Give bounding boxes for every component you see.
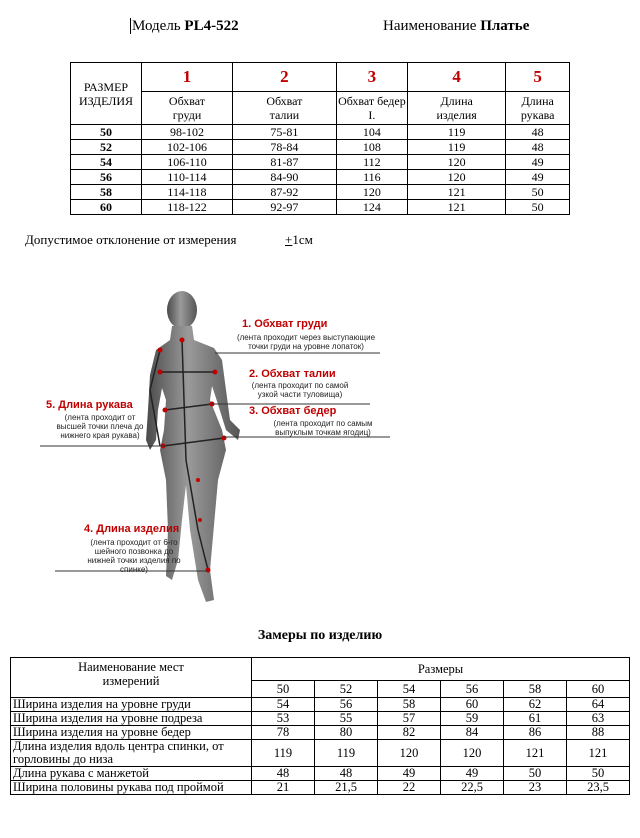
param-name: Обхват груди (142, 92, 233, 125)
param-number: 3 (336, 63, 407, 92)
measurement-row (11, 698, 630, 712)
value-cell: 50 (506, 200, 570, 215)
measurement-value: 49 (378, 767, 441, 781)
model-label: Модель (132, 18, 181, 34)
model-line (130, 18, 239, 35)
value-cell: 106-110 (142, 155, 233, 170)
measurement-value: 80 (315, 726, 378, 740)
size-row (71, 185, 570, 200)
annotation-waist-title: 2. Обхват талии (249, 368, 336, 380)
value-cell: 49 (506, 170, 570, 185)
measurement-value: 49 (441, 767, 504, 781)
value-cell: 81-87 (232, 155, 336, 170)
measurement-value: 50 (567, 767, 630, 781)
measurement-value: 23,5 (567, 781, 630, 795)
value-cell: 120 (336, 185, 407, 200)
size-row (71, 170, 570, 185)
measurement-label: Длина изделия вдоль центра спинки, от горловины до низа (11, 740, 252, 767)
measurement-value: 48 (315, 767, 378, 781)
name-label: Наименование (383, 18, 477, 34)
measurement-value: 78 (252, 726, 315, 740)
annotation-chest-note: (лента проходит через выступающие точки груди на уровне лопаток) (236, 333, 376, 351)
value-cell: 48 (506, 140, 570, 155)
measurement-value: 22,5 (441, 781, 504, 795)
value-cell: 121 (408, 200, 506, 215)
value-cell: 87-92 (232, 185, 336, 200)
measurement-value: 121 (504, 740, 567, 767)
value-cell: 116 (336, 170, 407, 185)
measurement-value: 59 (441, 712, 504, 726)
value-cell: 50 (506, 185, 570, 200)
size-cell: 50 (71, 125, 142, 140)
value-cell: 120 (408, 155, 506, 170)
tolerance-amount: 1см (292, 232, 313, 247)
measurements-title: Замеры по изделию (257, 628, 383, 643)
param-name: Обхват бедер I. (336, 92, 407, 125)
measurement-value: 82 (378, 726, 441, 740)
size-corner-label: РАЗМЕР ИЗДЕЛИЯ (71, 63, 142, 125)
annotation-length-title: 4. Длина изделия (84, 523, 180, 535)
value-cell: 121 (408, 185, 506, 200)
annotation-sleeve-title: 5. Длина рукава (46, 399, 133, 411)
annotation-waist-note: (лента проходит по самой узкой части туловища) (251, 381, 349, 399)
size-column-header: 60 (567, 681, 630, 698)
measurement-value: 54 (252, 698, 315, 712)
value-cell: 119 (408, 140, 506, 155)
value-cell: 102-106 (142, 140, 233, 155)
measurement-row (11, 740, 630, 767)
param-number: 5 (506, 63, 570, 92)
measurement-row (11, 726, 630, 740)
measurement-value: 62 (504, 698, 567, 712)
annotation-hips-title: 3. Обхват бедер (249, 405, 337, 417)
measurement-value: 120 (441, 740, 504, 767)
value-cell: 48 (506, 125, 570, 140)
size-row (71, 200, 570, 215)
measurement-value: 119 (252, 740, 315, 767)
measurement-value: 53 (252, 712, 315, 726)
value-cell: 119 (408, 125, 506, 140)
measurement-value: 56 (315, 698, 378, 712)
size-column-header: 58 (504, 681, 567, 698)
measurement-value: 61 (504, 712, 567, 726)
param-number: 2 (232, 63, 336, 92)
measurement-value: 84 (441, 726, 504, 740)
size-table (70, 62, 570, 215)
size-cell: 54 (71, 155, 142, 170)
measurement-value: 21,5 (315, 781, 378, 795)
size-column-header: 54 (378, 681, 441, 698)
name-value: Платье (480, 18, 530, 34)
size-cell: 52 (71, 140, 142, 155)
annotation-length-note: (лента проходит от 6-го шейного позвонка до нижней точки изделия по спинке) (87, 538, 181, 574)
measurement-value: 119 (315, 740, 378, 767)
size-column-header: 52 (315, 681, 378, 698)
measurements-col-header-text: Наименование мест измерений (78, 660, 184, 688)
value-cell: 104 (336, 125, 407, 140)
param-name: Обхват талии (232, 92, 336, 125)
tolerance-label: Допустимое отклонение от измерения (25, 232, 237, 247)
size-row (71, 125, 570, 140)
value-cell: 98-102 (142, 125, 233, 140)
annotation-sleeve-note: (лента проходит от высшей точки плеча до нижнего края рукава) (56, 413, 144, 440)
size-row (71, 155, 570, 170)
value-cell: 49 (506, 155, 570, 170)
measurement-value: 58 (378, 698, 441, 712)
measurement-value: 48 (252, 767, 315, 781)
measurement-row (11, 781, 630, 795)
value-cell: 110-114 (142, 170, 233, 185)
measurement-row (11, 767, 630, 781)
measurement-value: 64 (567, 698, 630, 712)
measurement-value: 57 (378, 712, 441, 726)
value-cell: 78-84 (232, 140, 336, 155)
size-row (71, 140, 570, 155)
measurement-value: 55 (315, 712, 378, 726)
measurement-label: Ширина изделия на уровне подреза (11, 712, 252, 726)
measurements-col-header (11, 658, 252, 698)
param-number: 1 (142, 63, 233, 92)
measurement-label: Ширина изделия на уровне бедер (11, 726, 252, 740)
measurement-value: 21 (252, 781, 315, 795)
measurement-value: 88 (567, 726, 630, 740)
measurement-value: 86 (504, 726, 567, 740)
annotation-hips-note: (лента проходит по самым выпуклым точкам ягодиц) (273, 419, 373, 437)
value-cell: 114-118 (142, 185, 233, 200)
value-cell: 92-97 (232, 200, 336, 215)
measurement-row (11, 712, 630, 726)
size-cell: 60 (71, 200, 142, 215)
value-cell: 118-122 (142, 200, 233, 215)
annotation-chest-title: 1. Обхват груди (242, 318, 328, 330)
value-cell: 120 (408, 170, 506, 185)
measurement-value: 23 (504, 781, 567, 795)
param-name: Длина изделия (408, 92, 506, 125)
model-code: PL4-522 (184, 18, 239, 34)
measurement-label: Ширина половины рукава под проймой (11, 781, 252, 795)
size-column-header: 56 (441, 681, 504, 698)
measurement-value: 121 (567, 740, 630, 767)
measurements-table (10, 657, 630, 795)
measurement-value: 50 (504, 767, 567, 781)
value-cell: 124 (336, 200, 407, 215)
param-name: Длина рукава (506, 92, 570, 125)
measurement-value: 22 (378, 781, 441, 795)
tolerance-value (285, 232, 313, 248)
size-cell: 56 (71, 170, 142, 185)
measurement-label: Длина рукава с манжетой (11, 767, 252, 781)
param-number: 4 (408, 63, 506, 92)
size-column-header: 50 (252, 681, 315, 698)
measurement-value: 120 (378, 740, 441, 767)
value-cell: 75-81 (232, 125, 336, 140)
measurement-value: 60 (441, 698, 504, 712)
tolerance-sign: + (285, 232, 293, 247)
value-cell: 108 (336, 140, 407, 155)
name-line (383, 18, 529, 35)
measurement-label: Ширина изделия на уровне груди (11, 698, 252, 712)
value-cell: 112 (336, 155, 407, 170)
measurement-value: 63 (567, 712, 630, 726)
value-cell: 84-90 (232, 170, 336, 185)
size-cell: 58 (71, 185, 142, 200)
sizes-header: Размеры (252, 658, 630, 681)
